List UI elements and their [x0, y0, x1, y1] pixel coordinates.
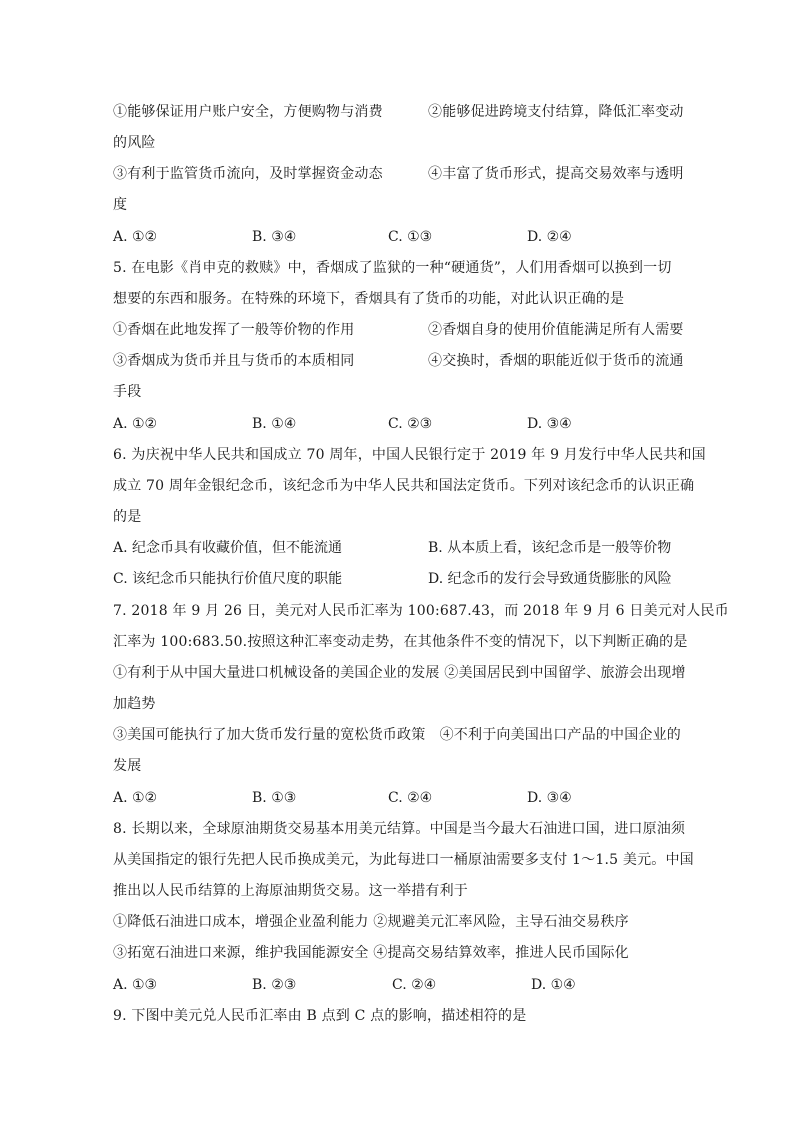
q7-options-1-2: ①有利于从中国大量进口机械设备的美国企业的发展 ②美国居民到中国留学、旅游会出现增: [113, 665, 686, 681]
q5-option-2: ②香烟自身的使用价值能满足所有人需要: [428, 322, 684, 338]
q5-option-4-cont: 手段: [113, 384, 142, 400]
q6-choice-c: C. 该纪念币只能执行价值尺度的职能: [113, 571, 343, 587]
q5-stem-line-2: 想要的东西和服务。在特殊的环境下，香烟具有了货币的功能，对此认识正确的是: [113, 291, 625, 307]
q5-choice-b: B. ①④: [252, 416, 297, 432]
q4-option-4-cont: 度: [113, 197, 128, 213]
q6-stem-line-1: 6. 为庆祝中华人民共和国成立 70 周年，中国人民银行定于 2019 年 9 月发行中华人民共和国: [113, 447, 706, 463]
q7-stem-line-2: 汇率为 100:683.50.按照这种汇率变动走势，在其他条件不变的情况下，以下判断正确的是: [113, 634, 688, 650]
q6-choice-d: D. 纪念币的发行会导致通货膨胀的风险: [428, 571, 672, 587]
q8-stem-line-1: 8. 长期以来，全球原油期货交易基本用美元结算。中国是当今最大石油进口国，进口原油须: [113, 821, 686, 837]
q7-stem-line-1: 7. 2018 年 9 月 26 日，美元对人民币汇率为 100:687.43，而 2018 年 9 月 6 日美元对人民币: [113, 603, 729, 619]
q4-option-3: ③有利于监管货币流向，及时掌握资金动态: [113, 166, 383, 182]
q5-choice-d: D. ③④: [527, 416, 572, 432]
q7-choice-d: D. ③④: [527, 790, 572, 806]
q7-options-1-2-cont: 加趋势: [113, 696, 156, 712]
q7-options-3-4: ③美国可能执行了加大货币发行量的宽松货币政策 ④不利于向美国出口产品的中国企业的: [113, 727, 681, 743]
q4-option-1: ①能够保证用户账户安全，方便购物与消费: [113, 104, 383, 120]
q6-stem-line-2: 成立 70 周年金银纪念币，该纪念币为中华人民共和国法定货币。下列对该纪念币的认识正确: [113, 478, 695, 494]
q8-choice-a: A. ①③: [113, 977, 158, 993]
q4-option-4: ④丰富了货币形式，提高交易效率与透明: [428, 166, 684, 182]
q4-choice-d: D. ②④: [527, 229, 572, 245]
q5-option-3: ③香烟成为货币并且与货币的本质相同: [113, 353, 355, 369]
q8-stem-line-2: 从美国指定的银行先把人民币换成美元，为此每进口一桶原油需要多支付 1～1.5 美元。中国: [113, 852, 694, 868]
q7-options-3-4-cont: 发展: [113, 758, 142, 774]
q5-choice-a: A. ①②: [113, 416, 158, 432]
q5-option-1: ①香烟在此地发挥了一般等价物的作用: [113, 322, 355, 338]
q4-choice-c: C. ①③: [388, 229, 433, 245]
q7-choice-a: A. ①②: [113, 790, 158, 806]
q8-options-3-4: ③拓宽石油进口来源，维护我国能源安全 ④提高交易结算效率，推进人民币国际化: [113, 945, 629, 961]
q5-stem-line-1: 5. 在电影《肖申克的救赎》中，香烟成了监狱的一种“硬通货”，人们用香烟可以换到一切: [113, 260, 672, 276]
q6-stem-line-3: 的是: [113, 509, 142, 525]
q8-choice-c: C. ②④: [392, 977, 437, 993]
q8-options-1-2: ①降低石油进口成本，增强企业盈利能力 ②规避美元汇率风险，主导石油交易秩序: [113, 914, 629, 930]
q4-option-2-cont: 的风险: [113, 135, 156, 151]
q4-choice-b: B. ③④: [252, 229, 297, 245]
q5-option-4: ④交换时，香烟的职能近似于货币的流通: [428, 353, 684, 369]
q9-stem-line-1: 9. 下图中美元兑人民币汇率由 B 点到 C 点的影响，描述相符的是: [113, 1008, 527, 1024]
q6-choice-a: A. 纪念币具有收藏价值，但不能流通: [113, 540, 343, 556]
q8-choice-d: D. ①④: [531, 977, 576, 993]
q5-choice-c: C. ②③: [388, 416, 433, 432]
q7-choice-c: C. ②④: [388, 790, 433, 806]
q8-choice-b: B. ②③: [252, 977, 297, 993]
q6-choice-b: B. 从本质上看，该纪念币是一般等价物: [428, 540, 672, 556]
q4-choice-a: A. ①②: [113, 229, 158, 245]
q4-option-2: ②能够促进跨境支付结算，降低汇率变动: [428, 104, 684, 120]
q8-stem-line-3: 推出以人民币结算的上海原油期货交易。这一举措有利于: [113, 883, 468, 899]
q7-choice-b: B. ①③: [252, 790, 297, 806]
